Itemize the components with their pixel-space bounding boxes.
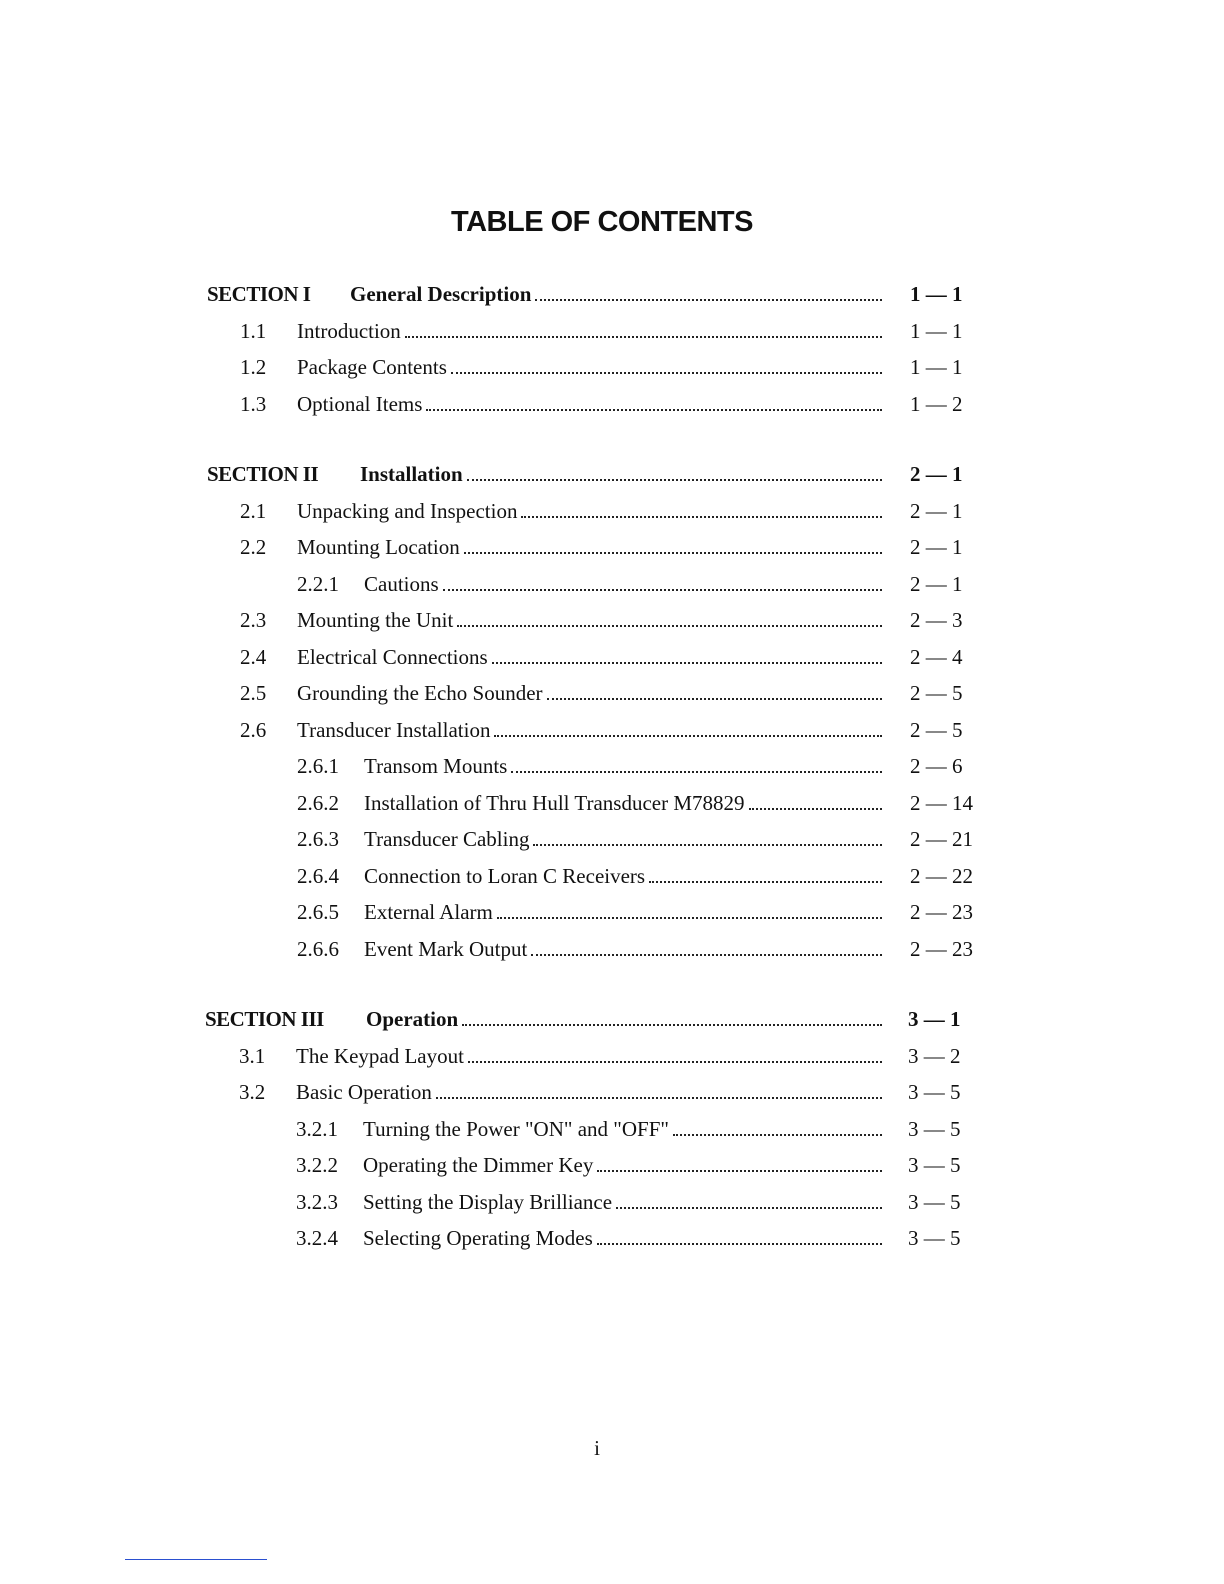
dot-leader (511, 771, 882, 773)
toc-entry (0, 748, 1224, 785)
toc-entry (0, 529, 1224, 566)
entry-title: Optional Items (297, 391, 423, 416)
dot-leader (597, 1170, 882, 1172)
entry-title: Grounding the Echo Sounder (297, 681, 543, 705)
dot-leader (457, 625, 882, 627)
dot-leader (426, 409, 882, 411)
entry-number: 2.5 (240, 681, 267, 705)
dot-leader (443, 589, 882, 591)
entry-title: Selecting Operating Modes (363, 1226, 593, 1250)
entry-page: 2 — 14 (910, 790, 973, 815)
entry-title-line (363, 1111, 882, 1147)
entry-number: 3.2.1 (296, 1116, 338, 1141)
toc-entry (0, 566, 1224, 603)
entry-number: 2.6 (240, 717, 267, 742)
toc-section-3 (0, 1001, 1224, 1257)
entry-title: External Alarm (364, 900, 493, 924)
entry-title-line (297, 712, 882, 748)
section-title: General Description (350, 282, 532, 306)
dot-leader (492, 662, 882, 664)
toc-entry (0, 675, 1224, 712)
entry-title: Transducer Installation (297, 717, 491, 742)
dot-leader (521, 516, 882, 518)
entry-number: 2.6.1 (297, 754, 339, 778)
entry-title-line (364, 748, 882, 784)
entry-page: 2 — 23 (910, 900, 973, 924)
dot-leader (533, 844, 882, 846)
toc-section-2 (0, 456, 1224, 967)
entry-title-line (363, 1220, 882, 1256)
section-number: SECTION III (205, 1007, 324, 1031)
entry-page: 1 — 1 (910, 318, 963, 343)
entry-title-line (364, 894, 882, 930)
entry-number: 2.2.1 (297, 571, 339, 596)
entry-page: 3 — 5 (908, 1226, 961, 1250)
entry-title: Event Mark Output (364, 936, 528, 961)
entry-title: Cautions (364, 571, 439, 596)
dot-leader (462, 1024, 882, 1026)
entry-title-line (297, 529, 882, 565)
entry-page: 2 — 5 (910, 717, 963, 742)
entry-page: 3 — 5 (908, 1153, 961, 1177)
dot-leader (649, 881, 882, 883)
entry-title-line (363, 1184, 882, 1220)
dot-leader (597, 1243, 882, 1245)
entry-title-line (364, 858, 882, 894)
entry-page: 3 — 5 (908, 1116, 961, 1141)
toc-entry (0, 1111, 1224, 1148)
entry-number: 3.2.2 (296, 1153, 338, 1177)
entry-title-line (297, 349, 882, 385)
dot-leader (616, 1207, 882, 1209)
entry-number: 2.1 (240, 498, 267, 523)
dot-leader (451, 372, 882, 374)
entry-title-line (364, 931, 882, 967)
toc-entry (0, 1074, 1224, 1111)
section-title-line (360, 456, 882, 492)
entry-page: 2 — 1 (910, 498, 963, 523)
entry-title-line (363, 1147, 882, 1183)
entry-title: Installation of Thru Hull Transducer M78829 (364, 790, 745, 815)
toc-entry (0, 1184, 1224, 1221)
entry-title: Unpacking and Inspection (297, 498, 518, 523)
toc-section-heading (0, 276, 1224, 313)
entry-number: 2.6.2 (297, 790, 339, 815)
entry-number: 2.2 (240, 535, 267, 559)
dot-leader (535, 299, 882, 301)
entry-page: 2 — 1 (910, 571, 963, 596)
entry-title-line (297, 386, 882, 422)
toc-entry (0, 602, 1224, 639)
entry-title: The Keypad Layout (296, 1043, 464, 1068)
entry-number: 2.3 (240, 608, 267, 632)
toc-entry (0, 931, 1224, 968)
dot-leader (464, 552, 882, 554)
entry-title: Mounting Location (297, 535, 460, 559)
entry-page: 1 — 1 (910, 355, 963, 379)
entry-page: 2 — 21 (910, 827, 973, 851)
entry-number: 2.4 (240, 644, 267, 669)
entry-title: Package Contents (297, 355, 447, 379)
entry-title-line (297, 639, 882, 675)
toc-section-1 (0, 276, 1224, 422)
toc-entry (0, 493, 1224, 530)
entry-number: 3.2 (239, 1080, 266, 1104)
entry-title: Introduction (297, 318, 401, 343)
toc-entry (0, 1147, 1224, 1184)
dot-leader (468, 1061, 882, 1063)
entry-title: Transom Mounts (364, 754, 508, 778)
dot-leader (531, 954, 882, 956)
section-page: 1 — 1 (910, 282, 963, 306)
dot-leader (749, 808, 882, 810)
entry-number: 2.6.6 (297, 936, 339, 961)
entry-title: Setting the Display Brilliance (363, 1189, 613, 1214)
toc-entry (0, 1038, 1224, 1075)
entry-title: Transducer Cabling (364, 827, 530, 851)
entry-page: 1 — 2 (910, 391, 963, 416)
entry-title: Operating the Dimmer Key (363, 1153, 594, 1177)
section-title: Installation (360, 462, 463, 486)
section-number: SECTION I (207, 282, 311, 306)
entry-number: 2.6.5 (297, 900, 339, 924)
footer-rule (125, 1559, 267, 1560)
toc-entry (0, 349, 1224, 386)
entry-title-line (297, 602, 882, 638)
entry-number: 3.2.3 (296, 1189, 338, 1214)
dot-leader (497, 917, 882, 919)
dot-leader (436, 1097, 882, 1099)
dot-leader (547, 698, 882, 700)
entry-title-line (296, 1038, 882, 1074)
dot-leader (405, 336, 882, 338)
dot-leader (494, 735, 882, 737)
entry-title-line (364, 821, 882, 857)
toc-entry (0, 639, 1224, 676)
page-number: i (594, 1436, 600, 1460)
entry-title: Basic Operation (296, 1080, 432, 1104)
toc-entry (0, 313, 1224, 350)
entry-page: 2 — 5 (910, 681, 963, 705)
entry-number: 1.3 (240, 391, 267, 416)
section-title-line (366, 1001, 882, 1037)
section-title-line (350, 276, 882, 312)
toc-section-heading (0, 456, 1224, 493)
entry-page: 2 — 3 (910, 608, 963, 632)
entry-number: 3.1 (239, 1043, 266, 1068)
entry-number: 1.2 (240, 355, 267, 379)
page-title: TABLE OF CONTENTS (451, 206, 753, 238)
dot-leader (467, 479, 882, 481)
entry-page: 3 — 5 (908, 1080, 961, 1104)
entry-number: 3.2.4 (296, 1226, 338, 1250)
dot-leader (673, 1134, 882, 1136)
entry-page: 3 — 5 (908, 1189, 961, 1214)
entry-title-line (364, 785, 882, 821)
toc-entry (0, 785, 1224, 822)
toc-section-heading (0, 1001, 1224, 1038)
toc-entry (0, 858, 1224, 895)
entry-title-line (297, 313, 882, 349)
toc-entry (0, 1220, 1224, 1257)
toc-entry (0, 894, 1224, 931)
entry-page: 2 — 1 (910, 535, 963, 559)
entry-title: Turning the Power "ON" and "OFF" (363, 1116, 669, 1141)
entry-title: Mounting the Unit (297, 608, 454, 632)
entry-title-line (364, 566, 882, 602)
entry-title-line (297, 493, 882, 529)
entry-number: 1.1 (240, 318, 267, 343)
entry-title: Electrical Connections (297, 644, 488, 669)
entry-title-line (297, 675, 882, 711)
entry-page: 2 — 6 (910, 754, 963, 778)
entry-page: 2 — 4 (910, 644, 963, 669)
entry-number: 2.6.3 (297, 827, 339, 851)
table-of-contents (0, 276, 1224, 1291)
toc-entry (0, 712, 1224, 749)
section-page: 3 — 1 (908, 1007, 961, 1031)
toc-entry (0, 386, 1224, 423)
entry-page: 3 — 2 (908, 1043, 961, 1068)
entry-page: 2 — 22 (910, 863, 973, 888)
section-title: Operation (366, 1007, 459, 1031)
toc-entry (0, 821, 1224, 858)
section-page: 2 — 1 (910, 462, 963, 486)
entry-title: Connection to Loran C Receivers (364, 863, 646, 888)
entry-title-line (296, 1074, 882, 1110)
entry-number: 2.6.4 (297, 863, 339, 888)
entry-page: 2 — 23 (910, 936, 973, 961)
section-number: SECTION II (207, 462, 319, 486)
